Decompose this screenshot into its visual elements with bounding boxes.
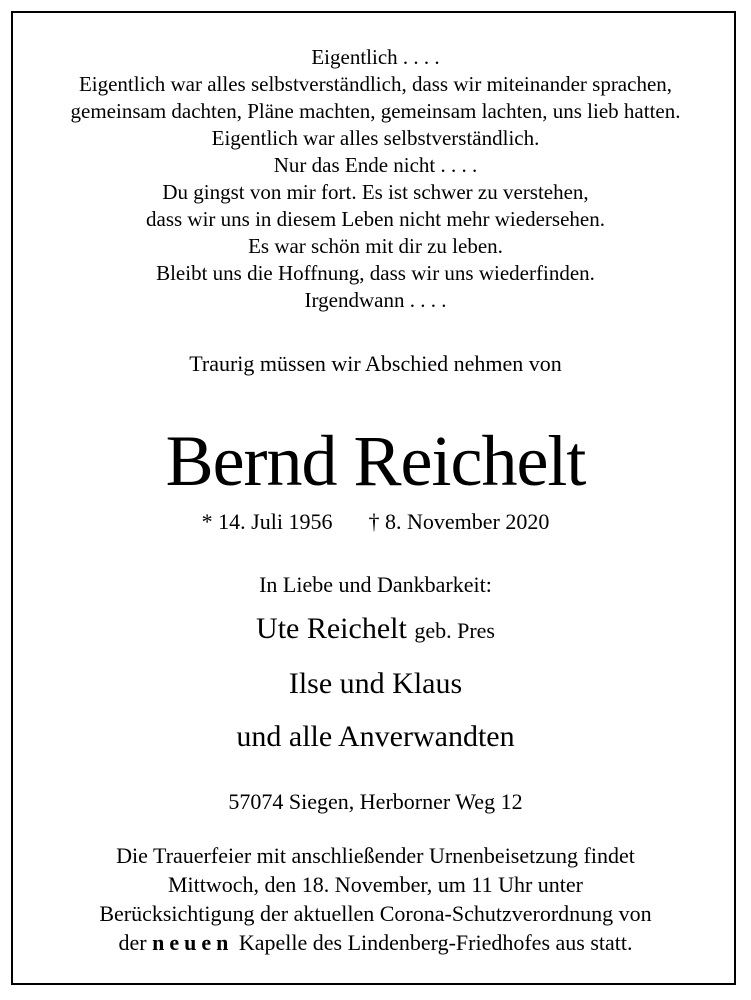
notice-line4-suffix: Kapelle des Lindenberg-Friedhofes aus statt.	[238, 930, 633, 955]
poem-line: Bleibt uns die Hoffnung, dass wir uns wiederfinden.	[156, 261, 595, 285]
poem-line: Du gingst von mir fort. Es ist schwer zu verstehen,	[162, 180, 589, 204]
mourner-relatives: und alle Anverwandten	[236, 720, 515, 753]
poem-line: Eigentlich war alles selbstverständlich, dass wir miteinander sprachen,	[78, 72, 673, 96]
life-dates	[11, 509, 740, 535]
notice-emphasis: neuen	[152, 930, 234, 955]
farewell-intro: Traurig müssen wir Abschied nehmen von	[189, 351, 562, 376]
notice-line	[11, 928, 740, 957]
mourner-spouse-maiden-name: geb. Pres	[414, 618, 495, 643]
mourner-address: 57074 Siegen, Herborner Weg 12	[228, 789, 523, 814]
mourners-label: In Liebe und Dankbarkeit:	[259, 572, 492, 597]
death-date: † 8. November 2020	[368, 509, 550, 534]
birth-date: * 14. Juli 1956	[201, 509, 333, 534]
notice-line: Berücksichtigung der aktuellen Corona-Schutzverordnung von	[99, 901, 652, 926]
notice-line: Mittwoch, den 18. November, um 11 Uhr unter	[167, 872, 583, 897]
mourner-spouse-name: Ute Reichelt	[256, 612, 407, 645]
mourner-family: Ilse und Klaus	[288, 667, 463, 700]
poem-line: Nur das Ende nicht . . . .	[273, 153, 478, 177]
poem-line: Es war schön mit dir zu leben.	[248, 234, 503, 258]
deceased-name: Bernd Reichelt	[165, 421, 586, 501]
notice-line: Die Trauerfeier mit anschließender Urnenbeisetzung findet	[116, 843, 635, 868]
mourner-spouse	[11, 612, 740, 646]
poem-line: Eigentlich . . . .	[311, 45, 440, 69]
poem-line: Eigentlich war alles selbstverständlich.	[211, 126, 540, 150]
poem-line: dass wir uns in diesem Leben nicht mehr wiedersehen.	[146, 207, 605, 231]
poem-line: gemeinsam dachten, Pläne machten, gemeinsam lachten, uns lieb hatten.	[70, 99, 681, 123]
notice-line4-prefix: der	[118, 930, 147, 955]
poem-line: Irgendwann . . . .	[304, 288, 447, 312]
